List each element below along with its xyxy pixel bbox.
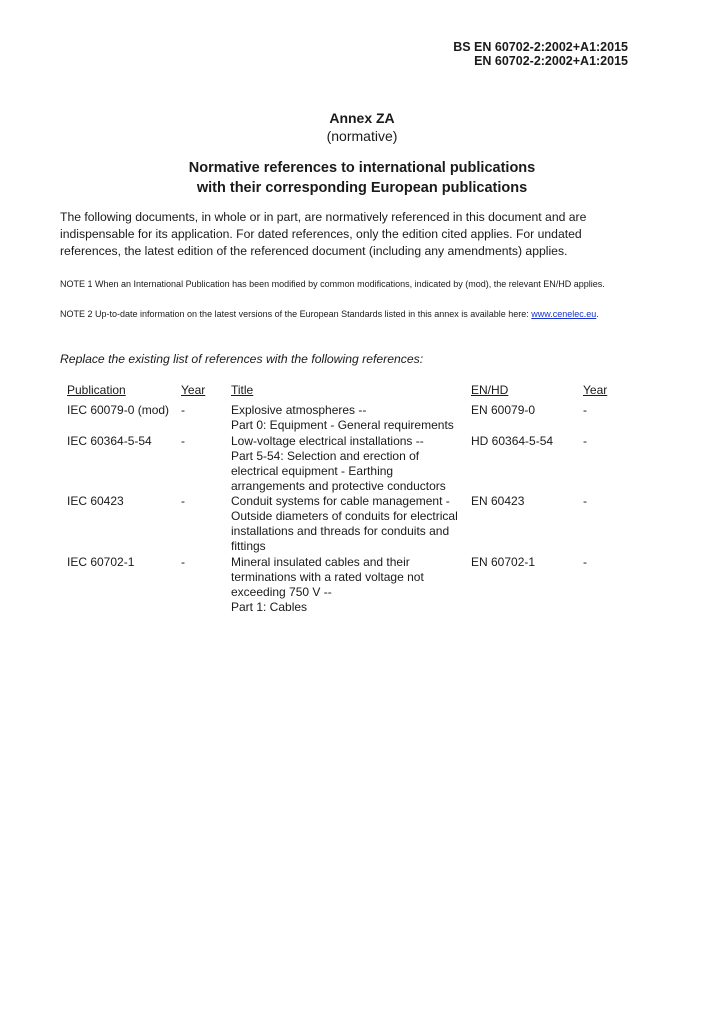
title-line: exceeding 750 V -- bbox=[231, 585, 332, 599]
heading-line-1: Normative references to international publications bbox=[188, 160, 536, 176]
title-line: Part 1: Cables bbox=[231, 600, 308, 614]
intro-line-2: indispensable for its application. For dated references, only the edition cited applies. For undated bbox=[60, 227, 582, 241]
row-3-year: - bbox=[181, 494, 185, 508]
row-2-publication: IEC 60364-5-54 bbox=[67, 434, 152, 448]
annex-heading bbox=[0, 158, 724, 198]
title-line: terminations with a rated voltage not bbox=[231, 570, 424, 584]
title-line: Low-voltage electrical installations -- bbox=[231, 434, 424, 448]
header-en-hd: EN/HD bbox=[471, 383, 509, 397]
title-line: arrangements and protective conductors bbox=[231, 479, 446, 493]
title-line: fittings bbox=[231, 539, 266, 553]
note-1: NOTE 1 When an International Publication has been modified by common modifications, indicated by (mod), the relevant EN/HD applies. bbox=[60, 279, 605, 289]
note-2 bbox=[60, 308, 640, 320]
row-2-year-2: - bbox=[583, 434, 587, 448]
row-1-publication: IEC 60079-0 (mod) bbox=[67, 403, 170, 417]
row-2-en-hd: HD 60364-5-54 bbox=[471, 434, 554, 448]
row-4-year-2: - bbox=[583, 555, 587, 569]
header-year-2: Year bbox=[583, 383, 608, 397]
heading-line-2: with their corresponding European publications bbox=[196, 180, 528, 196]
title-line: installations and threads for conduits and bbox=[231, 524, 450, 538]
row-4-year: - bbox=[181, 555, 185, 569]
replace-instruction: Replace the existing list of references with the following references: bbox=[60, 352, 424, 366]
title-line: Part 0: Equipment - General requirements bbox=[231, 418, 454, 432]
title-line: Explosive atmospheres -- bbox=[231, 403, 367, 417]
row-4-en-hd: EN 60702-1 bbox=[471, 555, 536, 569]
row-1-title bbox=[231, 403, 467, 433]
header-publication: Publication bbox=[67, 383, 126, 397]
title-line: Part 5-54: Selection and erection of bbox=[231, 449, 420, 463]
annex-subtitle: (normative) bbox=[326, 128, 398, 144]
annex-title: Annex ZA bbox=[329, 110, 395, 126]
title-line: Conduit systems for cable management - bbox=[231, 494, 450, 508]
row-2-title bbox=[231, 434, 467, 494]
note-2-text: NOTE 2 Up-to-date information on the latest versions of the European Standards listed in this annex is available here: bbox=[60, 309, 532, 319]
intro-paragraph bbox=[60, 209, 640, 260]
row-2-year: - bbox=[181, 434, 185, 448]
row-4-title bbox=[231, 555, 467, 615]
intro-line-1: The following documents, in whole or in part, are normatively referenced in this document and are bbox=[60, 210, 587, 224]
cenelec-link[interactable]: www.cenelec.eu bbox=[531, 309, 597, 319]
row-3-title bbox=[231, 494, 467, 554]
title-line: Mineral insulated cables and their bbox=[231, 555, 410, 569]
doc-id-en: EN 60702-2:2002+A1:2015 bbox=[474, 54, 628, 68]
row-1-year-2: - bbox=[583, 403, 587, 417]
row-1-year: - bbox=[181, 403, 185, 417]
intro-line-3: references, the latest edition of the referenced document (including any amendments) applies. bbox=[60, 244, 568, 258]
row-4-publication: IEC 60702-1 bbox=[67, 555, 135, 569]
note-2-end: . bbox=[596, 309, 599, 319]
row-3-year-2: - bbox=[583, 494, 587, 508]
row-3-en-hd: EN 60423 bbox=[471, 494, 525, 508]
header-title: Title bbox=[231, 383, 254, 397]
row-1-en-hd: EN 60079-0 bbox=[471, 403, 536, 417]
row-3-publication: IEC 60423 bbox=[67, 494, 124, 508]
title-line: electrical equipment - Earthing bbox=[231, 464, 394, 478]
title-line: Outside diameters of conduits for electrical bbox=[231, 509, 458, 523]
document-identifier bbox=[453, 40, 628, 68]
header-year: Year bbox=[181, 383, 206, 397]
doc-id-bs: BS EN 60702-2:2002+A1:2015 bbox=[453, 40, 628, 54]
